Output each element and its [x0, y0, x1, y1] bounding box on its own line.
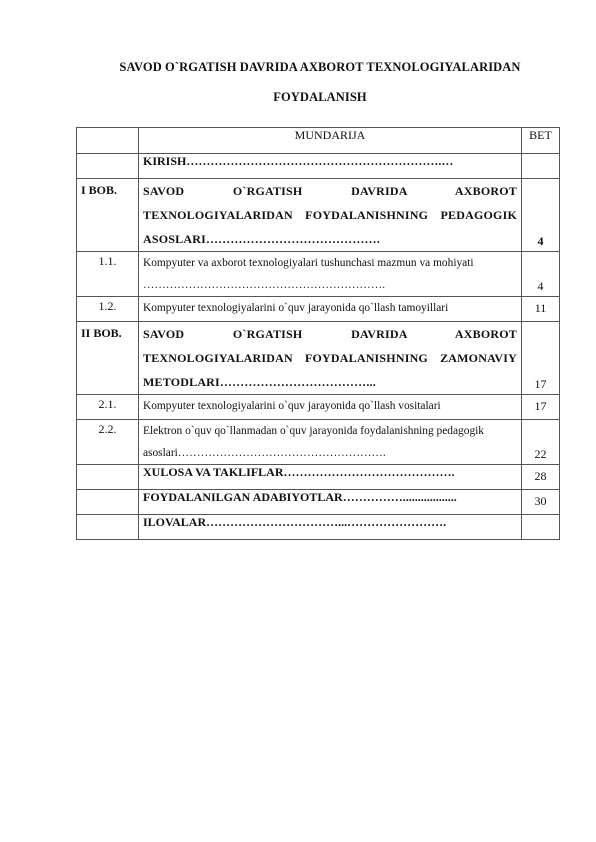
document-title-line1: SAVOD O`RGATISH DAVRIDA AXBOROT TEXNOLOGIYALARIDAN — [119, 60, 521, 74]
toc-section-2-2-number: 2.2. — [77, 420, 139, 465]
toc-section-2-1-number: 2.1. — [77, 395, 139, 420]
toc-chapter2-number: II BOB. — [77, 322, 139, 395]
toc-page-intro — [522, 154, 560, 179]
toc-section-2-2-title: Elektron o`quv qo`llanmadan o`quv jarayonida foydalanishning pedagogik asoslari………………………………………………. — [139, 420, 522, 465]
toc-page-appendix — [522, 515, 560, 540]
toc-row-chapter2 — [77, 322, 560, 395]
toc-section-2-1-page: 17 — [522, 395, 560, 420]
toc-num-cell — [77, 515, 139, 540]
toc-row-section-2-1 — [77, 395, 560, 420]
toc-row-references — [77, 490, 560, 515]
toc-section-1-1-number: 1.1. — [77, 252, 139, 297]
toc-header-page: BET — [522, 128, 560, 154]
toc-chapter1-title: SAVOD O`RGATISH DAVRIDA AXBOROT TEXNOLOGIYALARIDAN FOYDALANISHNING PEDAGOGIK ASOSLARI……………………………………. — [139, 179, 522, 252]
toc-num-cell — [77, 154, 139, 179]
toc-section-2-2-page: 22 — [522, 420, 560, 465]
toc-header-title: MUNDARIJA — [139, 128, 522, 154]
toc-section-1-1-title: Kompyuter va axborot texnologiyalari tushunchasi mazmun va mohiyati ………………………………………………………. — [139, 252, 522, 297]
toc-entry-appendix: ILOVALAR……………………………...……………………. — [139, 515, 522, 540]
toc-header-empty — [77, 128, 139, 154]
toc-chapter2-title: SAVOD O`RGATISH DAVRIDA AXBOROT TEXNOLOGIYALARIDAN FOYDALANISHNING ZAMONAVIY METODLARI………………………………... — [139, 322, 522, 395]
toc-row-appendix — [77, 515, 560, 540]
toc-chapter2-page: 17 — [522, 322, 560, 395]
toc-chapter1-page: 4 — [522, 179, 560, 252]
toc-row-section-1-1 — [77, 252, 560, 297]
document-title-line2: FOYDALANISH — [273, 90, 367, 104]
toc-row-conclusion — [77, 465, 560, 490]
toc-chapter1-number: I BOB. — [77, 179, 139, 252]
table-of-contents — [76, 127, 560, 540]
document-title — [60, 52, 580, 112]
toc-entry-intro: KIRISH……………………………………………………….… — [139, 154, 522, 179]
toc-row-chapter1 — [77, 179, 560, 252]
toc-row-section-1-2 — [77, 297, 560, 322]
toc-section-1-2-title: Kompyuter texnologiyalarini o`quv jarayonida qo`llash tamoyillari — [139, 297, 522, 322]
toc-row-section-2-2 — [77, 420, 560, 465]
toc-entry-conclusion: XULOSA VA TAKLIFLAR……………………………………. — [139, 465, 522, 490]
toc-section-1-2-number: 1.2. — [77, 297, 139, 322]
toc-section-1-1-page: 4 — [522, 252, 560, 297]
toc-page-conclusion: 28 — [522, 465, 560, 490]
toc-row-intro — [77, 154, 560, 179]
toc-section-2-1-title: Kompyuter texnologiyalarini o`quv jarayonida qo`llash vositalari — [139, 395, 522, 420]
toc-num-cell — [77, 465, 139, 490]
toc-page-references: 30 — [522, 490, 560, 515]
toc-header-row — [77, 128, 560, 154]
toc-section-1-2-page: 11 — [522, 297, 560, 322]
toc-num-cell — [77, 490, 139, 515]
toc-entry-references: FOYDALANILGAN ADABIYOTLAR…………….................. — [139, 490, 522, 515]
